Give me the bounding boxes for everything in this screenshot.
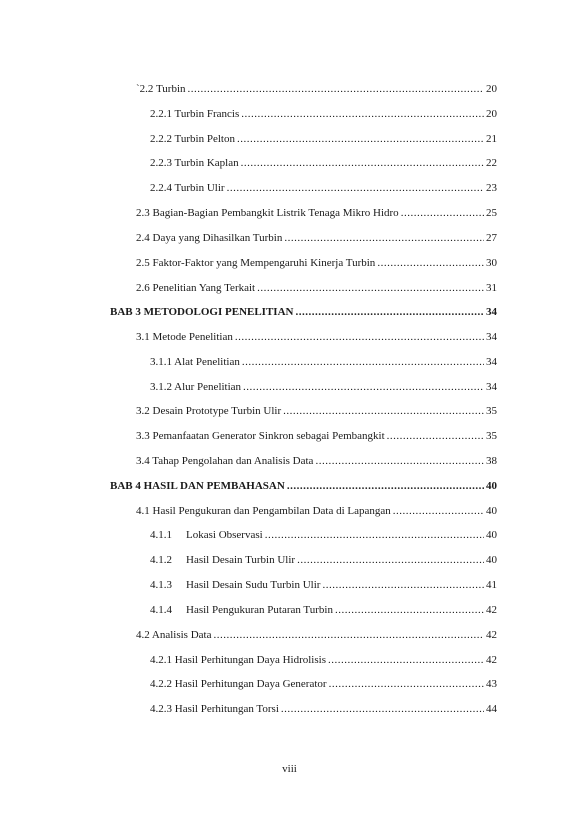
toc-entry-title <box>150 603 333 617</box>
toc-entry-title: 4.2 Analisis Data <box>136 629 212 641</box>
toc-entry-page: 27 <box>486 232 497 244</box>
toc-entry <box>150 380 497 394</box>
toc-entry-text: Hasil Desain Turbin Ulir <box>186 554 296 566</box>
toc-entry-title: `2.2 Turbin <box>136 83 186 95</box>
toc-entry-title: 2.2.1 Turbin Francis <box>150 108 240 120</box>
toc-entry-page: 31 <box>486 282 497 294</box>
toc-entry <box>136 231 497 245</box>
toc-entry-title: 3.1.2 Alur Penelitian <box>150 381 242 393</box>
toc-entry <box>150 578 497 592</box>
toc-entry <box>136 429 497 443</box>
toc-entry-title: 4.1 Hasil Pengukuran dan Pengambilan Data di Lapangan <box>136 505 391 517</box>
toc-entry-page: 30 <box>486 257 497 269</box>
dot-leader <box>257 281 484 295</box>
dot-leader <box>401 206 484 220</box>
toc-entry <box>136 628 497 642</box>
toc-entry <box>136 330 497 344</box>
toc-entry-text: Hasil Desain Sudu Turbin Ulir <box>186 579 321 591</box>
toc-entry-page: 35 <box>486 405 497 417</box>
toc-entry <box>150 653 497 667</box>
dot-leader <box>335 603 484 617</box>
dot-leader <box>297 553 484 567</box>
toc-entry <box>136 256 497 270</box>
dot-leader <box>237 132 484 146</box>
toc-entry-title: 2.6 Penelitian Yang Terkait <box>136 282 256 294</box>
toc-entry <box>150 528 497 542</box>
toc-entry-number: 4.1.4 <box>150 604 172 616</box>
toc-entry-page: 22 <box>486 157 497 169</box>
toc-entry-text: Lokasi Observasi <box>186 529 263 541</box>
toc-entry-title: 2.5 Faktor-Faktor yang Mempengaruhi Kinerja Turbin <box>136 257 376 269</box>
toc-entry-page: 20 <box>486 108 497 120</box>
dot-leader <box>315 454 484 468</box>
dot-leader <box>393 504 484 518</box>
toc-entry-page: 21 <box>486 133 497 145</box>
toc-entry-title: 2.2.4 Turbin Ulir <box>150 182 225 194</box>
toc-entry <box>150 132 497 146</box>
toc-entry-page: 34 <box>486 331 497 343</box>
dot-leader <box>329 677 484 691</box>
dot-leader <box>242 355 484 369</box>
toc-entry-title <box>150 578 320 592</box>
toc-entry-page: 35 <box>486 430 497 442</box>
toc-entry-title: 3.2 Desain Prototype Turbin Ulir <box>136 405 282 417</box>
toc-entry-page: 38 <box>486 455 497 467</box>
toc-entry-title: BAB 4 HASIL DAN PEMBAHASAN <box>110 480 285 492</box>
dot-leader <box>213 628 484 642</box>
toc-entry <box>150 355 497 369</box>
toc-entry-page: 34 <box>486 306 497 318</box>
toc-entry <box>136 281 497 295</box>
toc-entry-page: 34 <box>486 381 497 393</box>
dot-leader <box>243 380 484 394</box>
page-number: viii <box>282 763 297 775</box>
toc-entry-title: 2.2.3 Turbin Kaplan <box>150 157 239 169</box>
toc-entry-page: 23 <box>486 182 497 194</box>
dot-leader <box>283 404 484 418</box>
toc-entry-title: 4.2.2 Hasil Perhitungan Daya Generator <box>150 678 327 690</box>
toc-entry <box>150 107 497 121</box>
toc-entry-page: 20 <box>486 83 497 95</box>
toc-entry-page: 34 <box>486 356 497 368</box>
toc-entry-title: 3.3 Pemanfaatan Generator Sinkron sebagai Pembangkit <box>136 430 385 442</box>
toc-entry-text: Hasil Pengukuran Putaran Turbin <box>186 604 333 616</box>
dot-leader <box>265 528 484 542</box>
toc-entry-title: 3.1 Metode Penelitian <box>136 331 233 343</box>
dot-leader <box>328 653 484 667</box>
toc-entry-title <box>150 528 263 542</box>
toc-entry <box>150 702 497 716</box>
toc-entry-number: 4.1.2 <box>150 554 172 566</box>
toc-entry-page: 40 <box>486 529 497 541</box>
toc-entry <box>150 181 497 195</box>
toc-entry <box>136 206 497 220</box>
toc-entry-title: 4.2.1 Hasil Perhitungan Daya Hidrolisis <box>150 654 326 666</box>
toc-entry <box>150 603 497 617</box>
toc-entry-page: 44 <box>486 703 497 715</box>
toc-entry-page: 40 <box>486 480 497 492</box>
dot-leader <box>287 479 484 493</box>
dot-leader <box>387 429 484 443</box>
dot-leader <box>241 107 484 121</box>
toc-entry <box>136 82 497 96</box>
toc-entry-title: 2.3 Bagian-Bagian Pembangkit Listrik Tenaga Mikro Hidro <box>136 207 399 219</box>
toc-entry <box>136 454 497 468</box>
toc-entry-page: 41 <box>486 579 497 591</box>
toc-entry-page: 40 <box>486 554 497 566</box>
dot-leader <box>295 305 484 319</box>
toc-entry <box>150 553 497 567</box>
toc-entry <box>150 677 497 691</box>
toc-entry <box>136 504 497 518</box>
toc-entry-page: 42 <box>486 654 497 666</box>
toc-entry-number: 4.1.3 <box>150 579 172 591</box>
dot-leader <box>235 330 484 344</box>
toc-entry-title: 3.1.1 Alat Penelitian <box>150 356 240 368</box>
toc-entry-title: BAB 3 METODOLOGI PENELITIAN <box>110 306 294 318</box>
toc-entry <box>150 156 497 170</box>
dot-leader <box>281 702 484 716</box>
toc-entry-title: 2.2.2 Turbin Pelton <box>150 133 235 145</box>
toc-entry-page: 43 <box>486 678 497 690</box>
toc-entry <box>136 404 497 418</box>
toc-entry-page: 42 <box>486 604 497 616</box>
toc-entry-number: 4.1.1 <box>150 529 172 541</box>
dot-leader <box>322 578 484 592</box>
toc-entry-page: 40 <box>486 505 497 517</box>
toc-entry-title: 3.4 Tahap Pengolahan dan Analisis Data <box>136 455 314 467</box>
dot-leader <box>188 82 484 96</box>
toc-chapter-entry <box>110 479 497 493</box>
dot-leader <box>241 156 484 170</box>
dot-leader <box>284 231 484 245</box>
dot-leader <box>377 256 484 270</box>
dot-leader <box>227 181 484 195</box>
toc-chapter-entry <box>110 305 497 319</box>
toc-entry-page: 42 <box>486 629 497 641</box>
toc-entry-title <box>150 553 295 567</box>
toc-entry-title: 2.4 Daya yang Dihasilkan Turbin <box>136 232 283 244</box>
toc-entry-title: 4.2.3 Hasil Perhitungan Torsi <box>150 703 279 715</box>
toc-entry-page: 25 <box>486 207 497 219</box>
